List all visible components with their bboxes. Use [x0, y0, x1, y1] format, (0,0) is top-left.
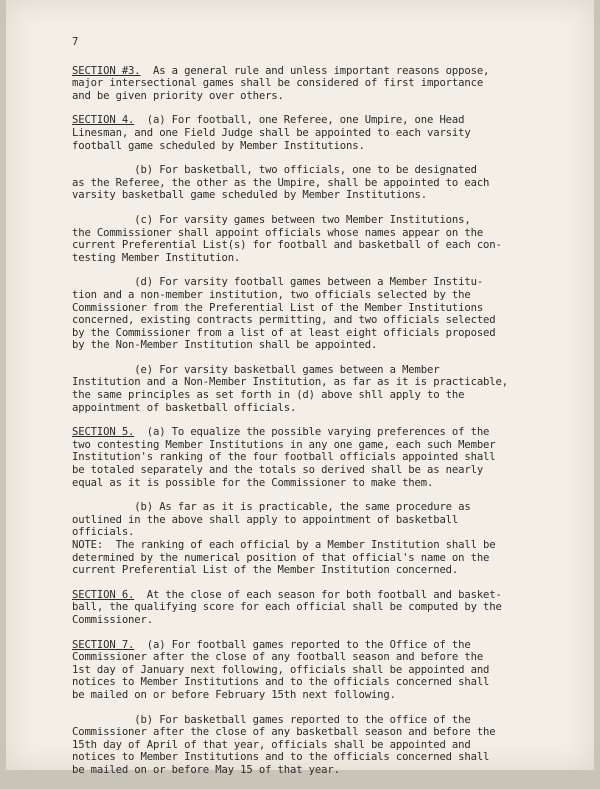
text-line: SECTION 6. At the close of each season for both football and basket-	[72, 588, 502, 601]
text-line: notices to Member Institutions and to the officials concerned shall	[72, 676, 490, 689]
text-line: be mailed on or before May 15 of that year.	[72, 763, 340, 776]
text-line: ball, the qualifying score for each official shall be computed by the	[72, 601, 502, 614]
text-line: (b) As far as it is practicable, the same procedure as	[72, 501, 471, 514]
text-line: SECTION #3. As a general rule and unless important reasons oppose,	[72, 64, 490, 77]
paragraph	[72, 114, 542, 152]
text-line: SECTION 5. (a) To equalize the possible varying preferences of the	[72, 426, 490, 439]
section-heading: SECTION 7.	[72, 638, 135, 651]
text-line: tion and a non-member institution, two officials selected by the	[72, 288, 471, 301]
text-line: varsity basketball game scheduled by Member Institutions.	[72, 189, 427, 202]
text-line: current Preferential List(s) for football and basketball of each con-	[72, 239, 502, 252]
paragraph	[72, 276, 542, 352]
text-line: (c) For varsity games between two Member Institutions,	[72, 213, 471, 226]
text-line: equal as it is possible for the Commissioner to make them.	[72, 476, 434, 489]
text-line: (b) For basketball games reported to the office of the	[72, 713, 471, 726]
text-line: SECTION 7. (a) For football games reported to the Office of the	[72, 638, 471, 651]
text-line: by the Commissioner from a list of at least eight officials proposed	[72, 326, 496, 339]
paragraph	[72, 164, 542, 202]
paragraph	[72, 65, 542, 103]
text-line: concerned, existing contracts permitting, and two officials selected	[72, 314, 496, 327]
paragraph-list	[72, 65, 542, 777]
page-number: 7	[72, 36, 79, 48]
text-line: Commissioner.	[72, 613, 153, 626]
text-line: 15th day of April of that year, officials shall be appointed and	[72, 738, 471, 751]
section-heading: SECTION 6.	[72, 588, 135, 601]
text-line: the same principles as set forth in (d) above shll apply to the	[72, 389, 465, 402]
paragraph	[72, 589, 542, 627]
document-body	[72, 36, 542, 789]
section-heading: SECTION 5.	[72, 426, 135, 439]
text-line: current Preferential List of the Member Institution concerned.	[72, 564, 459, 577]
paragraph	[72, 214, 542, 264]
text-line: major intersectional games shall be considered of first importance	[72, 77, 484, 90]
text-line: Commissioner from the Preferential List of the Member Institutions	[72, 301, 484, 314]
text-line: outlined in the above shall apply to appointment of basketball	[72, 513, 459, 526]
text-line: SECTION 4. (a) For football, one Referee, one Umpire, one Head	[72, 114, 465, 127]
text-line: NOTE: The ranking of each official by a Member Institution shall be	[72, 539, 496, 551]
paragraph	[72, 426, 542, 489]
text-line: two contesting Member Institutions in any one game, each such Member	[72, 438, 496, 451]
text-line: 1st day of January next following, officials shall be appointed and	[72, 663, 490, 676]
text-line: appointment of basketball officials.	[72, 401, 297, 414]
text-line: the Commissioner shall appoint officials whose names appear on the	[72, 226, 484, 239]
paragraph	[72, 639, 542, 702]
text-line: football game scheduled by Member Institutions.	[72, 139, 365, 152]
text-line: testing Member Institution.	[72, 251, 241, 264]
section-heading: SECTION 4.	[72, 114, 135, 127]
text-line: and be given priority over others.	[72, 89, 284, 102]
text-line: by the Non-Member Institution shall be appointed.	[72, 339, 378, 352]
text-line: (b) For basketball, two officials, one to be designated	[72, 164, 477, 177]
text-line: (e) For varsity basketball games between a Member	[72, 363, 440, 376]
text-line: be mailed on or before February 15th next following.	[72, 688, 396, 701]
text-line: Commissioner after the close of any basketball season and before the	[72, 726, 496, 739]
text-line: be totaled separately and the totals so derived shall be as nearly	[72, 464, 484, 477]
text-line: officials.	[72, 526, 135, 539]
text-line: determined by the numerical position of that official's name on the	[72, 551, 490, 564]
text-line: Institution's ranking of the four football officials appointed shall	[72, 451, 496, 464]
paragraph	[72, 714, 542, 777]
text-line: as the Referee, the other as the Umpire, shall be appointed to each	[72, 176, 490, 189]
paragraph	[72, 501, 542, 577]
text-line: notices to Member Institutions and to the officials concerned shall	[72, 751, 490, 764]
paragraph	[72, 364, 542, 414]
section-heading: SECTION #3.	[72, 64, 141, 77]
text-line: Institution and a Non-Member Institution, as far as it is practicable,	[72, 376, 508, 389]
text-line: Linesman, and one Field Judge shall be appointed to each varsity	[72, 126, 471, 139]
document-page	[6, 0, 594, 776]
text-line: Commissioner after the close of any football season and before the	[72, 651, 484, 664]
text-line: (d) For varsity football games between a Member Institu-	[72, 276, 484, 289]
